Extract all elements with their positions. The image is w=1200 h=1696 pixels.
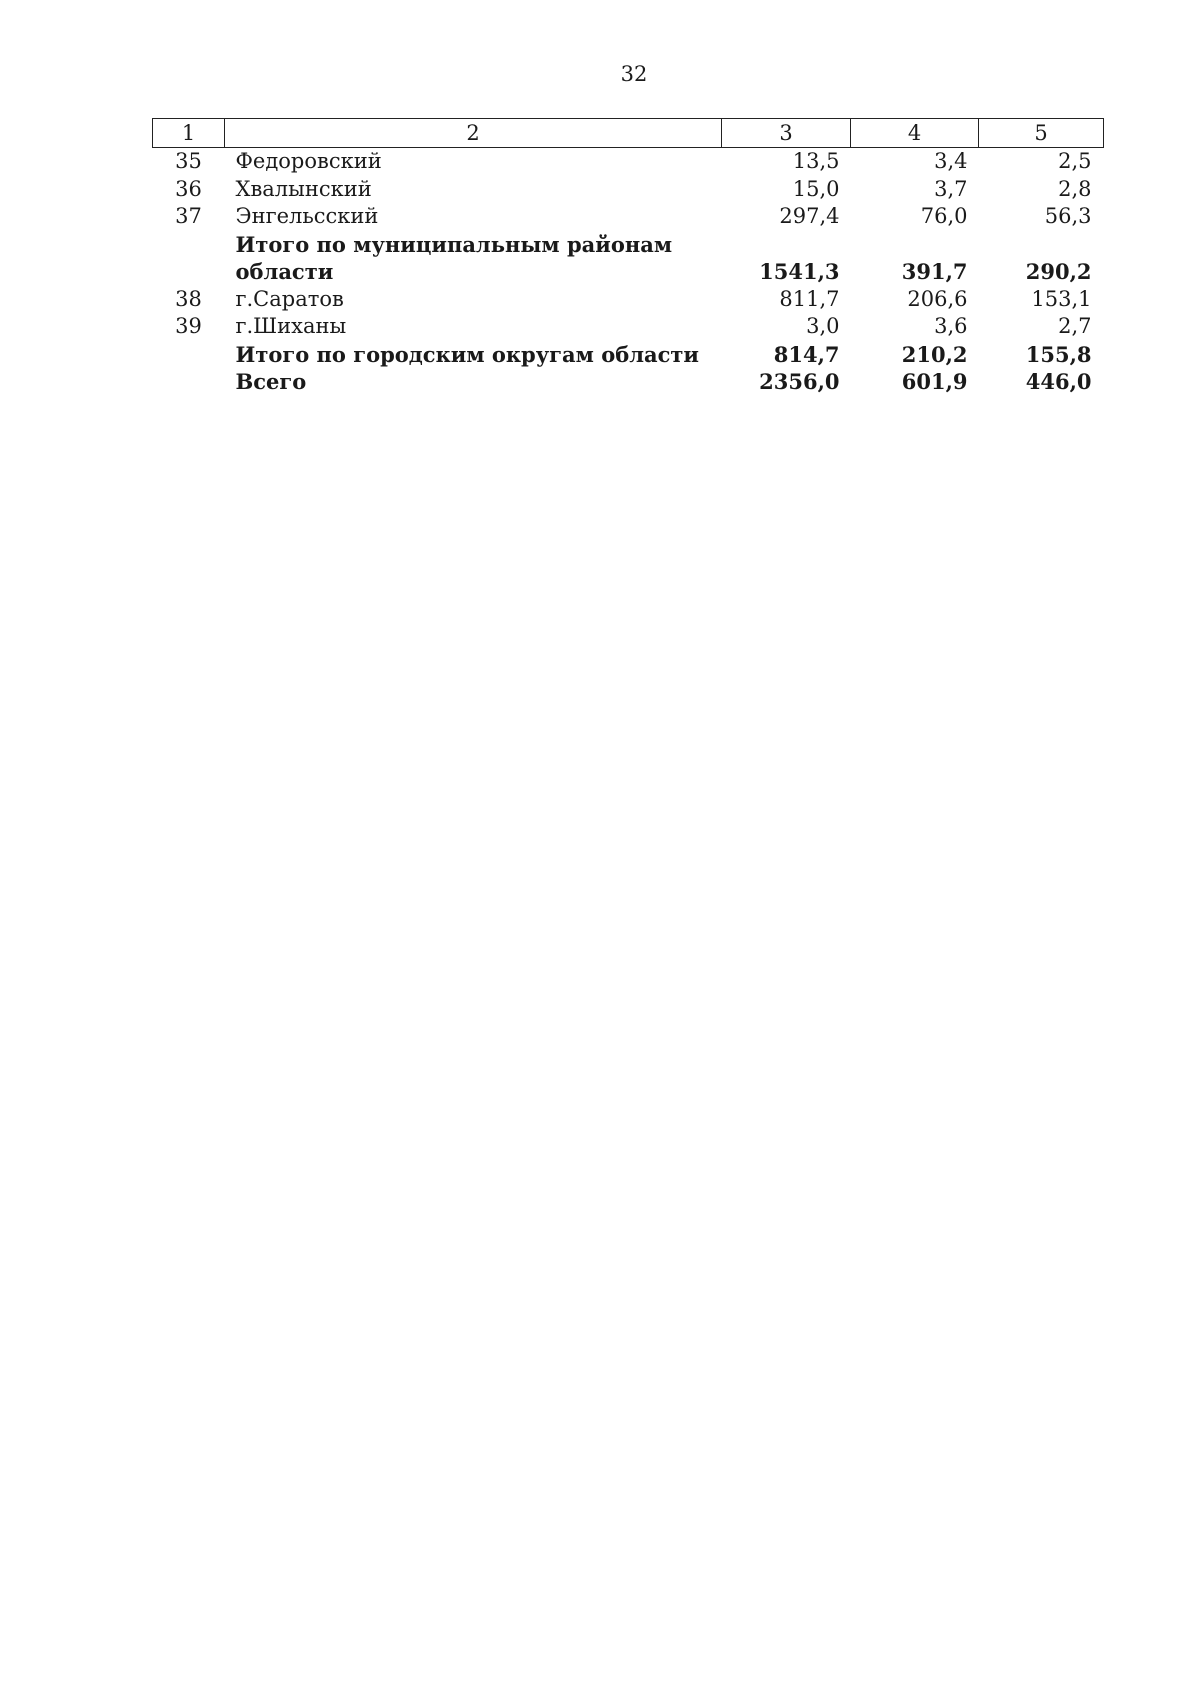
table-row-subtotal [153,341,1104,369]
row-number: 38 [175,286,202,311]
row-number [153,231,225,259]
row-name: Хвалынский [235,176,372,201]
row-value-3: 2356,0 [759,369,840,394]
row-number: 39 [175,314,202,338]
row-value-3: 1541,3 [759,259,840,284]
row-name: Итого по городским округам области [235,341,700,367]
row-value-5 [979,231,1104,259]
table-row [153,148,1104,176]
row-value-4: 3,6 [934,314,968,338]
column-header-2: 2 [225,119,722,148]
column-header-4: 4 [851,119,979,148]
row-value-5: 2,5 [1058,149,1092,173]
table-row [153,313,1104,341]
row-value-4: 391,7 [901,259,968,284]
row-value-3: 811,7 [779,286,840,311]
row-name: г.Саратов [235,286,344,311]
row-name: г.Шиханы [235,314,347,338]
row-value-3: 297,4 [779,204,840,228]
column-header-5: 5 [979,119,1104,148]
column-header-3: 3 [722,119,851,148]
table-row-subtotal [153,258,1104,286]
row-value-5: 56,3 [1044,204,1092,228]
row-value-3: 814,7 [773,341,840,367]
table-row-total [153,368,1104,396]
row-value-5: 446,0 [1025,369,1092,394]
row-value-4: 3,4 [934,149,968,173]
row-value-5: 2,7 [1058,314,1092,338]
table-row [153,176,1104,204]
row-value-5: 155,8 [1025,341,1092,367]
table-header-row [153,119,1104,148]
row-value-5: 2,8 [1058,176,1092,201]
table-row [153,286,1104,314]
row-value-4: 210,2 [901,341,968,367]
table-header [153,119,1104,148]
row-name: Федоровский [235,149,382,173]
row-number [153,341,225,369]
row-value-4: 3,7 [934,176,968,201]
data-table [152,118,1104,396]
table-row-subtotal-label [153,231,1104,259]
table-row [153,203,1104,231]
table-body [153,148,1104,396]
row-value-3 [722,231,851,259]
row-value-3: 15,0 [792,176,840,201]
row-value-5: 290,2 [1025,259,1092,284]
row-value-3: 13,5 [792,149,840,173]
row-number: 37 [175,204,202,228]
column-header-1: 1 [153,119,225,148]
row-value-4: 206,6 [907,286,968,311]
row-number: 36 [175,176,202,201]
row-number: 35 [175,149,202,173]
row-value-3: 3,0 [806,314,840,338]
row-value-4: 76,0 [920,204,968,228]
row-value-4 [851,231,979,259]
row-number [153,368,225,396]
row-name: Итого по муниципальным районам [235,231,673,257]
row-number [153,258,225,286]
page-number: 32 [620,62,648,86]
row-name: области [235,259,334,284]
row-name: Всего [235,369,307,394]
row-value-4: 601,9 [901,369,968,394]
row-value-5: 153,1 [1031,286,1092,311]
row-name: Энгельсский [235,204,379,228]
